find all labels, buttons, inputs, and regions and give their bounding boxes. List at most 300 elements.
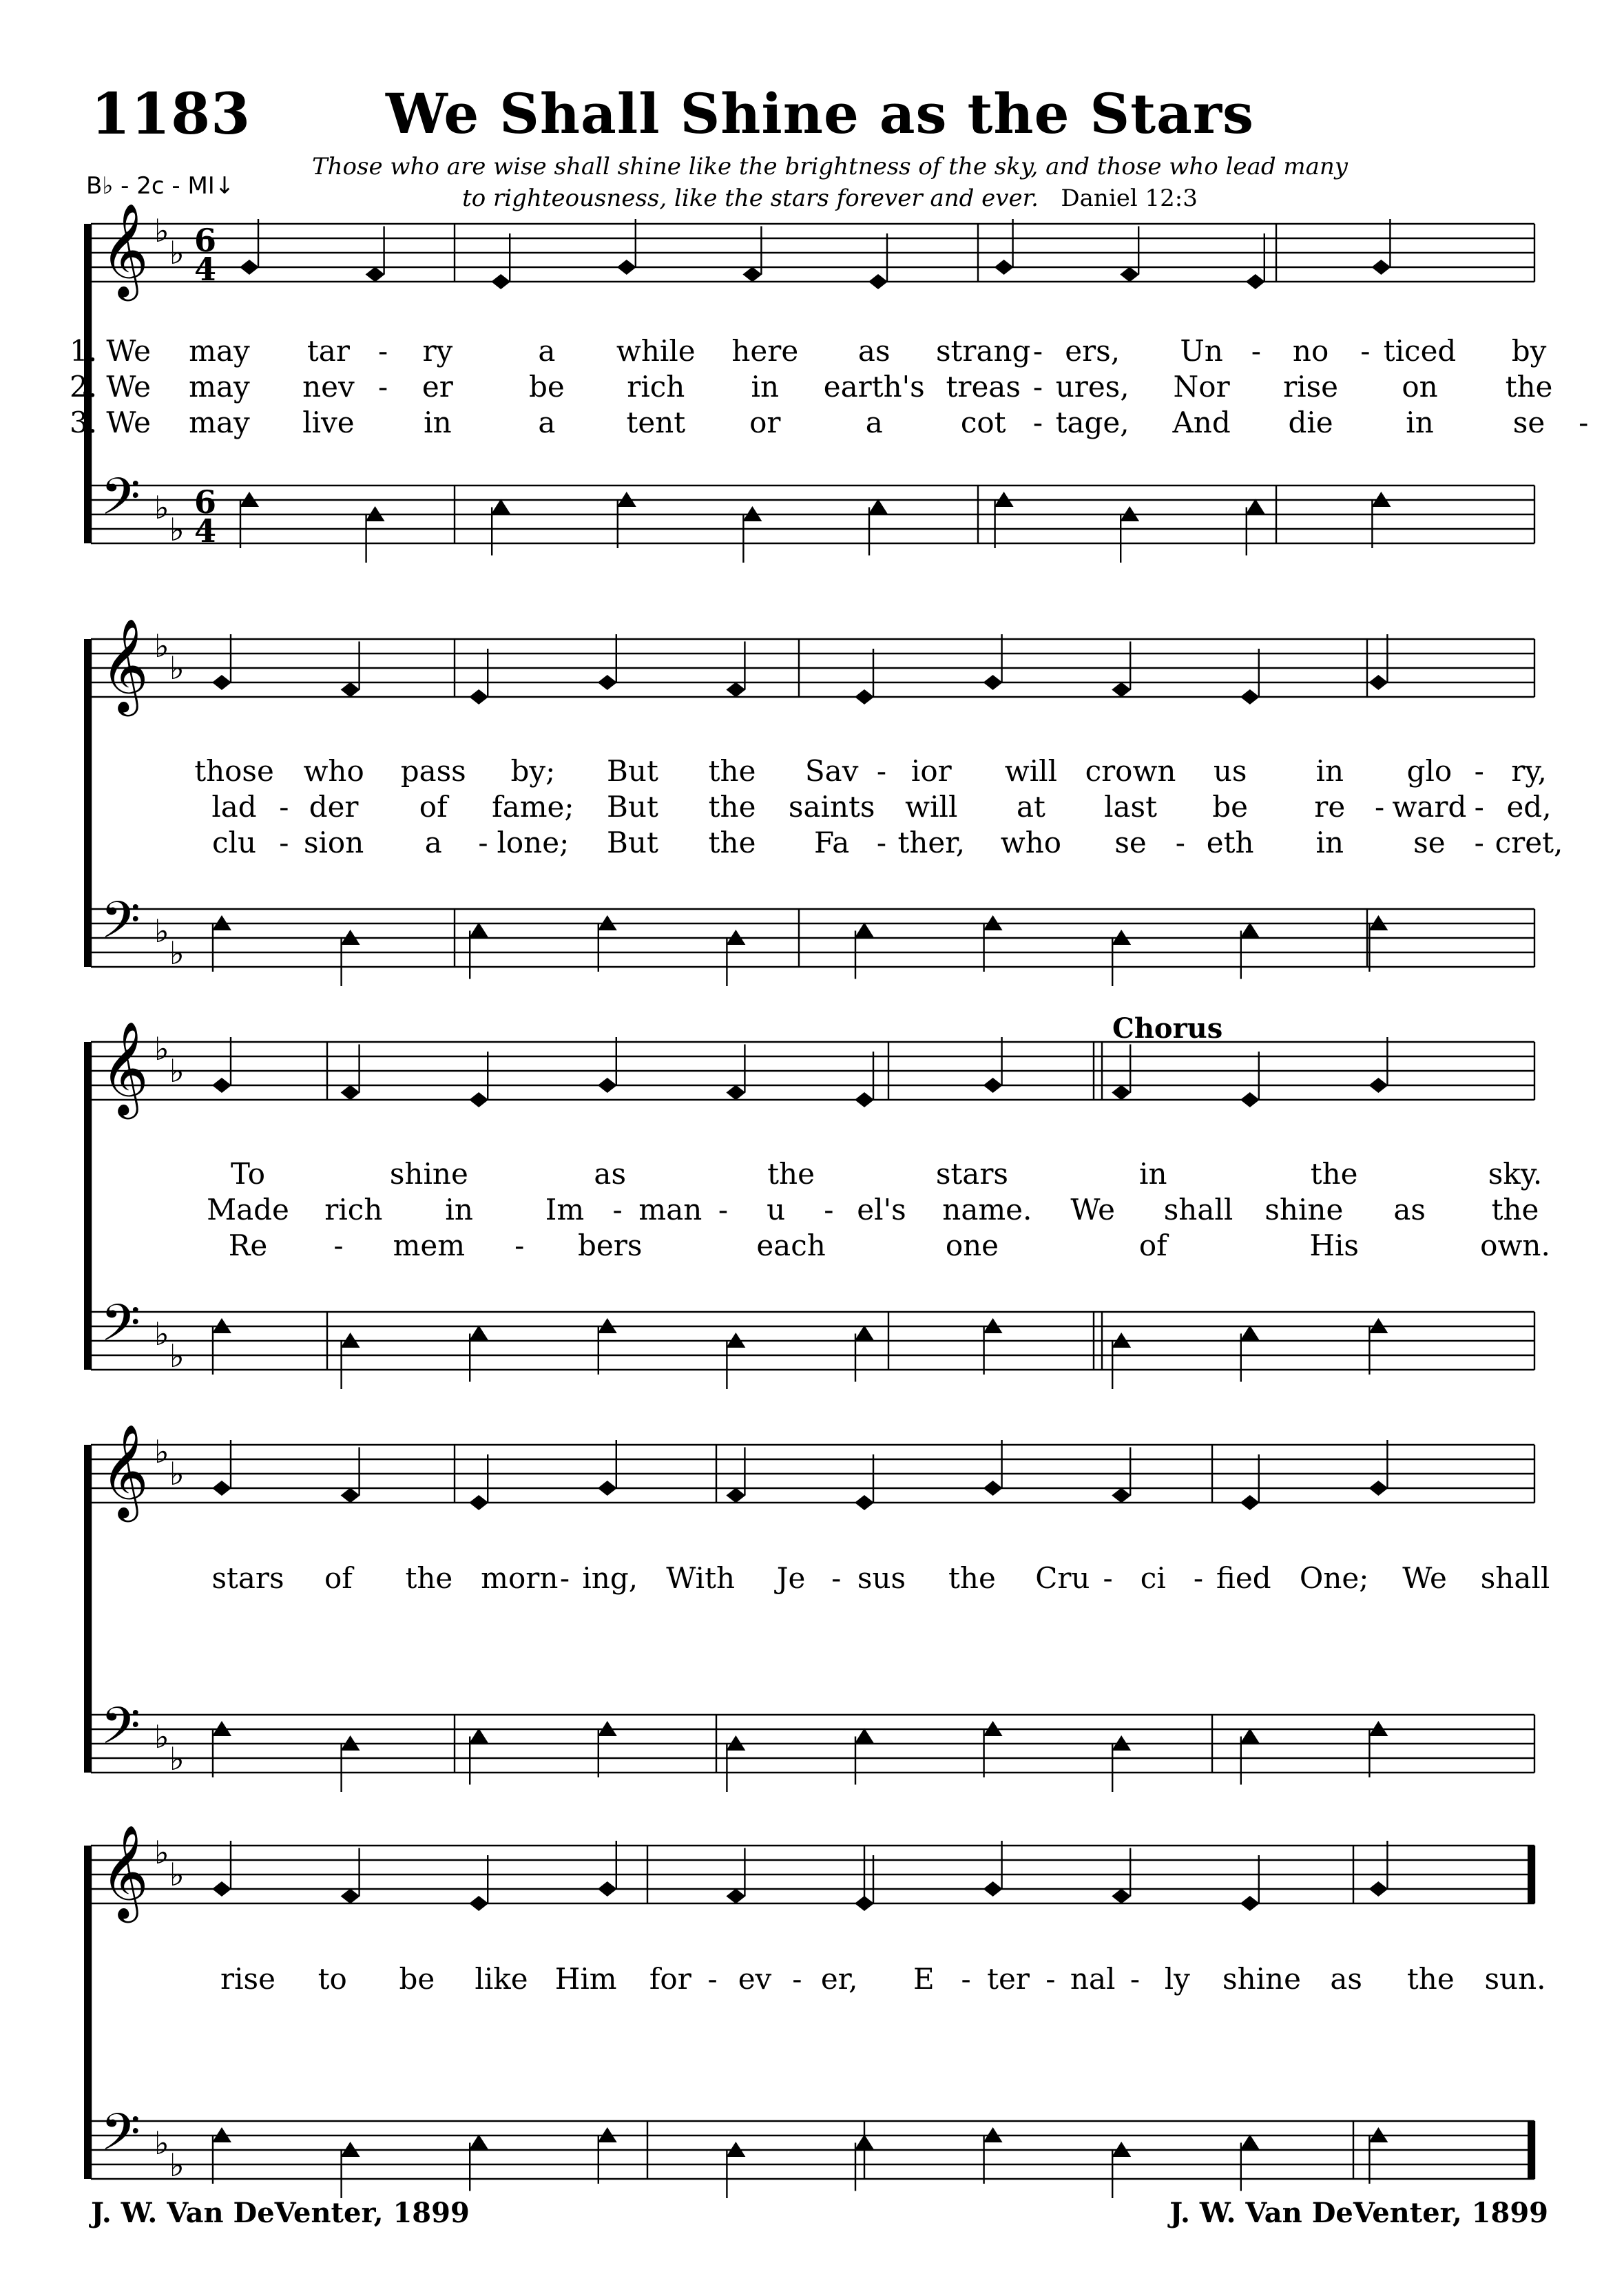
- flat-icon: ♭: [169, 934, 185, 972]
- flat-icon: ♭: [169, 234, 185, 271]
- lyric-syllable: 3. We: [69, 406, 152, 439]
- note-head: [491, 274, 510, 289]
- lyric-hyphen: -: [876, 826, 887, 859]
- lyric-syllable: earth's: [823, 370, 925, 404]
- note-head: [868, 499, 888, 514]
- epigraph-text: to righteousness, like the stars forever and ever.: [462, 185, 1039, 212]
- words-credit: J. W. Van DeVenter, 1899: [91, 2197, 470, 2229]
- lyric-syllable: ry: [422, 334, 453, 368]
- lyric-hyphen: -: [612, 1193, 623, 1226]
- lyric-syllable: the: [405, 1561, 453, 1595]
- lyric-syllable: strang: [935, 334, 1031, 368]
- lyric-hyphen: -: [1579, 406, 1589, 439]
- lyric-syllable: one: [945, 1229, 999, 1262]
- lyric-syllable: us: [1213, 754, 1247, 788]
- note-head: [855, 1729, 874, 1744]
- lyric-syllable: shall: [1163, 1193, 1233, 1226]
- lyric-syllable: But: [607, 826, 658, 859]
- lyric-syllable: Nor: [1173, 370, 1230, 404]
- lyric-syllable: Un: [1180, 334, 1223, 368]
- note-head: [726, 1085, 745, 1100]
- note-head: [1240, 1896, 1260, 1911]
- lyric-syllable: rich: [324, 1193, 383, 1226]
- lyric-syllable: Him: [554, 1962, 617, 1996]
- flat-icon: ♭: [154, 489, 169, 526]
- lyric-syllable: in: [445, 1193, 473, 1226]
- time-signature-top: 6: [194, 483, 217, 521]
- note-head: [598, 1881, 617, 1897]
- key-info: B♭ - 2c - MI↓: [86, 172, 235, 200]
- lyric-syllable: Fa: [814, 826, 850, 859]
- lyric-syllable: be: [528, 370, 565, 404]
- lyric-syllable: cret,: [1495, 826, 1563, 859]
- system-brace: [84, 1846, 90, 2179]
- note-head: [1240, 923, 1260, 938]
- lyric-syllable: tar: [306, 334, 350, 368]
- flat-icon: ♭: [154, 2124, 169, 2162]
- treble-staff: [91, 224, 1534, 282]
- note-head: [726, 682, 745, 698]
- flat-icon: ♭: [154, 1433, 169, 1470]
- lyric-syllable: a: [865, 406, 883, 439]
- note-head: [469, 1729, 488, 1744]
- lyric-hyphen: -: [1474, 790, 1484, 824]
- lyric-syllable: in: [1315, 754, 1344, 788]
- lyric-syllable: a: [538, 334, 556, 368]
- lyric-syllable: may: [189, 334, 250, 368]
- lyric-syllable: se: [1413, 826, 1446, 859]
- lyric-syllable: We: [1070, 1193, 1115, 1226]
- lyric-hyphen: -: [478, 826, 488, 859]
- time-signature-top: 6: [194, 222, 217, 259]
- flat-icon: ♭: [154, 627, 169, 665]
- lyric-syllable: Cru: [1035, 1561, 1090, 1595]
- lyric-syllable: morn: [481, 1561, 559, 1595]
- lyric-syllable: as: [594, 1157, 626, 1191]
- lyric-syllable: ry,: [1511, 754, 1547, 788]
- lyric-syllable: die: [1288, 406, 1333, 439]
- lyric-hyphen: -: [1175, 826, 1185, 859]
- note-head: [1112, 1889, 1131, 1904]
- lyric-syllable: nev: [302, 370, 355, 404]
- hymn-number: 1183: [91, 81, 251, 147]
- bass-staff: [91, 485, 1534, 543]
- lyric-syllable: in: [1139, 1157, 1167, 1191]
- bass-staff: [91, 909, 1534, 967]
- note-head: [855, 2135, 874, 2150]
- time-signature-bottom: 4: [194, 512, 217, 550]
- lyric-hyphen: -: [1103, 1561, 1113, 1595]
- note-head: [726, 1488, 745, 1503]
- lyric-syllable: name.: [942, 1193, 1032, 1226]
- lyric-syllable: sun.: [1484, 1962, 1546, 1996]
- lyric-syllable: saints: [788, 790, 875, 824]
- lyric-syllable: who: [1000, 826, 1062, 859]
- lyric-syllable: der: [309, 790, 359, 824]
- note-head: [491, 499, 510, 514]
- time-signature-bottom: 4: [194, 251, 217, 288]
- lyric-hyphen: -: [1374, 790, 1385, 824]
- flat-icon: ♭: [154, 1718, 169, 1755]
- treble-clef-icon: 𝄞: [101, 1423, 149, 1518]
- lyric-syllable: as: [1330, 1962, 1362, 1996]
- lyric-syllable: se: [1512, 406, 1545, 439]
- lyric-syllable: rise: [1283, 370, 1339, 404]
- note-head: [855, 1495, 874, 1510]
- lyric-syllable: man: [638, 1193, 702, 1226]
- lyric-hyphen: -: [1474, 826, 1484, 859]
- lyric-syllable: may: [189, 406, 250, 439]
- lyric-syllable: With: [666, 1561, 736, 1595]
- lyric-syllable: in: [1406, 406, 1434, 439]
- note-head: [598, 675, 617, 690]
- note-head: [1240, 1495, 1260, 1510]
- note-head: [469, 689, 488, 704]
- treble-clef-icon: 𝄞: [101, 1824, 149, 1919]
- lyric-syllable: a: [538, 406, 556, 439]
- lyric-syllable: cot: [960, 406, 1006, 439]
- note-head: [1368, 675, 1388, 690]
- system-brace: [84, 639, 90, 967]
- bass-clef-icon: 𝄢: [101, 890, 140, 963]
- lyric-syllable: Je: [776, 1561, 806, 1595]
- lyric-syllable: treas: [946, 370, 1021, 404]
- lyric-syllable: by;: [510, 754, 556, 788]
- chorus-label: Chorus: [1112, 1012, 1223, 1045]
- lyric-syllable: lad: [211, 790, 257, 824]
- lyric-syllable: 2. We: [69, 370, 152, 404]
- lyric-syllable: ward: [1392, 790, 1467, 824]
- lyric-syllable: ev: [738, 1962, 772, 1996]
- lyric-syllable: se: [1114, 826, 1147, 859]
- treble-staff: [91, 1846, 1534, 1903]
- lyric-syllable: bers: [578, 1229, 643, 1262]
- lyric-syllable: One;: [1299, 1561, 1369, 1595]
- lyric-syllable: crown: [1085, 754, 1176, 788]
- lyric-syllable: To: [230, 1157, 266, 1191]
- lyric-syllable: 1. We: [69, 334, 152, 368]
- lyric-syllable: will: [1004, 754, 1058, 788]
- music-credit: J. W. Van DeVenter, 1899: [1169, 2197, 1548, 2229]
- flat-icon: ♭: [154, 212, 169, 249]
- lyric-syllable: shine: [1264, 1193, 1344, 1226]
- lyric-syllable: stars: [211, 1561, 284, 1595]
- note-head: [983, 1078, 1003, 1093]
- lyric-hyphen: -: [1032, 406, 1043, 439]
- note-head: [1368, 1078, 1388, 1093]
- lyric-hyphen: -: [824, 1193, 834, 1226]
- note-head: [341, 1488, 360, 1503]
- lyric-syllable: the: [708, 754, 756, 788]
- note-head: [995, 260, 1014, 275]
- note-head: [1368, 1881, 1388, 1897]
- lyric-hyphen: -: [378, 370, 388, 404]
- lyric-syllable: u: [767, 1193, 786, 1226]
- lyric-syllable: nal: [1070, 1962, 1116, 1996]
- lyric-syllable: Im: [545, 1193, 585, 1226]
- lyric-syllable: stars: [935, 1157, 1008, 1191]
- note-head: [1240, 2135, 1260, 2150]
- treble-staff: [91, 1042, 1534, 1100]
- flat-icon: ♭: [154, 912, 169, 950]
- lyric-hyphen: -: [831, 1561, 842, 1595]
- lyric-syllable: the: [767, 1157, 815, 1191]
- note-head: [1240, 1326, 1260, 1341]
- lyric-syllable: fame;: [492, 790, 574, 824]
- note-head: [1240, 1092, 1260, 1107]
- lyric-hyphen: -: [1251, 334, 1261, 368]
- lyric-syllable: by: [1511, 334, 1547, 368]
- lyric-syllable: ior: [910, 754, 952, 788]
- lyric-syllable: tage,: [1055, 406, 1129, 439]
- lyric-syllable: last: [1104, 790, 1157, 824]
- lyric-hyphen: -: [378, 334, 388, 368]
- lyric-syllable: ures,: [1055, 370, 1129, 404]
- note-head: [469, 1495, 488, 1510]
- lyric-syllable: rise: [220, 1962, 275, 1996]
- lyric-hyphen: -: [718, 1193, 729, 1226]
- flat-icon: ♭: [154, 1030, 169, 1067]
- note-head: [469, 1092, 488, 1107]
- note-head: [855, 1092, 874, 1107]
- lyric-syllable: own.: [1480, 1229, 1550, 1262]
- treble-clef-icon: 𝄞: [101, 617, 149, 712]
- lyric-hyphen: -: [792, 1962, 802, 1996]
- lyric-hyphen: -: [1129, 1962, 1141, 1996]
- lyric-syllable: But: [607, 790, 658, 824]
- note-head: [1112, 1085, 1131, 1100]
- note-head: [212, 1881, 231, 1897]
- bass-staff: [91, 1715, 1534, 1773]
- lyric-hyphen: -: [1032, 334, 1043, 368]
- lyric-syllable: to: [317, 1962, 347, 1996]
- lyric-syllable: And: [1172, 406, 1231, 439]
- note-head: [341, 682, 360, 698]
- flat-icon: ♭: [169, 1337, 185, 1375]
- lyric-syllable: His: [1309, 1229, 1359, 1262]
- note-head: [983, 1481, 1003, 1496]
- lyric-syllable: each: [756, 1229, 826, 1262]
- lyric-syllable: sion: [303, 826, 364, 859]
- lyric-hyphen: -: [279, 790, 289, 824]
- lyric-hyphen: -: [1045, 1962, 1056, 1996]
- lyric-syllable: rich: [627, 370, 685, 404]
- note-head: [1120, 267, 1139, 282]
- note-head: [726, 1889, 745, 1904]
- lyric-syllable: fied: [1216, 1561, 1271, 1595]
- note-head: [1246, 274, 1265, 289]
- note-head: [469, 923, 488, 938]
- lyric-hyphen: -: [1360, 334, 1371, 368]
- lyric-syllable: while: [616, 334, 696, 368]
- lyric-syllable: live: [302, 406, 355, 439]
- note-head: [742, 267, 762, 282]
- system-brace: [84, 1042, 90, 1370]
- lyric-hyphen: -: [707, 1962, 718, 1996]
- note-head: [855, 689, 874, 704]
- note-head: [240, 260, 259, 275]
- note-head: [1368, 1481, 1388, 1496]
- lyric-syllable: be: [399, 1962, 435, 1996]
- lyric-syllable: eth: [1206, 826, 1254, 859]
- lyric-syllable: But: [607, 754, 658, 788]
- note-head: [366, 267, 385, 282]
- treble-clef-icon: 𝄞: [101, 202, 149, 297]
- lyric-syllable: lone;: [497, 826, 570, 859]
- flat-icon: ♭: [169, 511, 185, 548]
- lyric-syllable: sus: [857, 1561, 906, 1595]
- lyric-hyphen: -: [333, 1229, 344, 1262]
- lyric-syllable: tent: [626, 406, 686, 439]
- lyric-syllable: ers,: [1065, 334, 1121, 368]
- flat-icon: ♭: [169, 2147, 185, 2184]
- lyric-syllable: the: [948, 1561, 996, 1595]
- note-head: [469, 1896, 488, 1911]
- bass-clef-icon: 𝄢: [101, 467, 140, 539]
- lyric-syllable: the: [708, 826, 756, 859]
- flat-icon: ♭: [154, 1315, 169, 1353]
- lyric-syllable: the: [1406, 1962, 1455, 1996]
- note-head: [868, 274, 888, 289]
- system-brace: [84, 1445, 90, 1773]
- lyric-syllable: in: [751, 370, 780, 404]
- lyric-syllable: Made: [207, 1193, 289, 1226]
- note-head: [1112, 1488, 1131, 1503]
- lyric-syllable: no: [1292, 334, 1329, 368]
- lyric-hyphen: -: [876, 754, 887, 788]
- lyric-syllable: clu: [211, 826, 257, 859]
- lyric-syllable: Sav: [804, 754, 859, 788]
- bass-clef-icon: 𝄢: [101, 1293, 140, 1366]
- lyric-syllable: a: [424, 826, 442, 859]
- lyric-syllable: here: [731, 334, 799, 368]
- lyric-syllable: may: [189, 370, 250, 404]
- note-head: [1112, 682, 1131, 698]
- lyric-syllable: ing,: [582, 1561, 638, 1595]
- note-head: [341, 1085, 360, 1100]
- lyric-syllable: er,: [820, 1962, 858, 1996]
- flat-icon: ♭: [169, 1740, 185, 1777]
- lyric-hyphen: -: [279, 826, 289, 859]
- note-head: [1240, 1729, 1260, 1744]
- note-head: [469, 1326, 488, 1341]
- bass-clef-icon: 𝄢: [101, 1696, 140, 1768]
- treble-clef-icon: 𝄞: [101, 1020, 149, 1115]
- lyric-syllable: el's: [857, 1193, 906, 1226]
- note-head: [983, 1881, 1003, 1897]
- lyric-syllable: of: [1138, 1229, 1167, 1262]
- note-head: [855, 923, 874, 938]
- lyric-syllable: ticed: [1383, 334, 1457, 368]
- flat-icon: ♭: [154, 1834, 169, 1871]
- note-head: [1240, 689, 1260, 704]
- treble-staff: [91, 1445, 1534, 1503]
- lyric-syllable: ther,: [897, 826, 966, 859]
- lyric-syllable: Re: [228, 1229, 268, 1262]
- lyric-syllable: the: [1505, 370, 1553, 404]
- note-head: [212, 1078, 231, 1093]
- lyric-hyphen: -: [1474, 754, 1484, 788]
- note-head: [469, 2135, 488, 2150]
- lyric-syllable: in: [424, 406, 452, 439]
- lyric-syllable: the: [1310, 1157, 1358, 1191]
- lyric-syllable: those: [194, 754, 274, 788]
- note-head: [598, 1481, 617, 1496]
- lyric-syllable: shine: [389, 1157, 468, 1191]
- lyric-syllable: er: [421, 370, 453, 404]
- note-head: [617, 260, 636, 275]
- lyric-syllable: who: [303, 754, 364, 788]
- treble-staff: [91, 639, 1534, 697]
- lyric-syllable: like: [475, 1962, 528, 1996]
- lyric-syllable: mem: [393, 1229, 466, 1262]
- lyric-syllable: ly: [1164, 1962, 1190, 1996]
- bass-staff: [91, 1312, 1534, 1370]
- flat-icon: ♭: [169, 1052, 185, 1089]
- lyric-syllable: as: [857, 334, 891, 368]
- lyric-syllable: at: [1016, 790, 1045, 824]
- lyric-syllable: will: [905, 790, 958, 824]
- lyric-syllable: as: [1393, 1193, 1426, 1226]
- lyric-hyphen: -: [559, 1561, 570, 1595]
- lyric-syllable: glo: [1406, 754, 1453, 788]
- note-head: [212, 675, 231, 690]
- lyric-syllable: of: [419, 790, 448, 824]
- note-head: [212, 1481, 231, 1496]
- bass-clef-icon: 𝄢: [101, 2102, 140, 2175]
- lyric-syllable: pass: [400, 754, 466, 788]
- lyric-hyphen: -: [961, 1962, 971, 1996]
- note-head: [1246, 499, 1265, 514]
- note-head: [855, 1326, 874, 1341]
- scripture-reference: Daniel 12:3: [1061, 185, 1198, 212]
- lyric-syllable: re: [1314, 790, 1346, 824]
- final-barline: [1528, 2121, 1534, 2179]
- lyric-syllable: shine: [1222, 1962, 1301, 1996]
- lyric-syllable: We: [1402, 1561, 1447, 1595]
- note-head: [598, 1078, 617, 1093]
- lyric-syllable: be: [1212, 790, 1249, 824]
- lyric-syllable: for: [649, 1962, 691, 1996]
- lyric-syllable: ter: [987, 1962, 1030, 1996]
- lyric-syllable: shall: [1480, 1561, 1550, 1595]
- lyric-hyphen: -: [514, 1229, 525, 1262]
- flat-icon: ♭: [169, 1455, 185, 1492]
- lyric-syllable: on: [1402, 370, 1438, 404]
- lyric-syllable: the: [708, 790, 756, 824]
- lyric-syllable: E: [913, 1962, 935, 1996]
- lyric-syllable: ed,: [1506, 790, 1552, 824]
- lyric-hyphen: -: [1193, 1561, 1204, 1595]
- note-head: [1371, 260, 1391, 275]
- flat-icon: ♭: [169, 649, 185, 687]
- bass-staff: [91, 2121, 1534, 2179]
- lyric-syllable: or: [749, 406, 781, 439]
- lyric-syllable: the: [1491, 1193, 1539, 1226]
- lyric-syllable: of: [324, 1561, 353, 1595]
- note-head: [983, 675, 1003, 690]
- epigraph-line-1: Those who are wise shall shine like the brightness of the sky, and those who lead many: [311, 153, 1349, 180]
- note-head: [855, 1896, 874, 1911]
- lyric-syllable: in: [1315, 826, 1344, 859]
- note-head: [341, 1889, 360, 1904]
- hymn-title: We Shall Shine as the Stars: [386, 81, 1255, 146]
- final-barline: [1528, 1846, 1534, 1903]
- lyric-syllable: ci: [1140, 1561, 1166, 1595]
- flat-icon: ♭: [169, 1856, 185, 1893]
- lyric-syllable: sky.: [1488, 1157, 1543, 1191]
- lyric-hyphen: -: [1032, 370, 1043, 404]
